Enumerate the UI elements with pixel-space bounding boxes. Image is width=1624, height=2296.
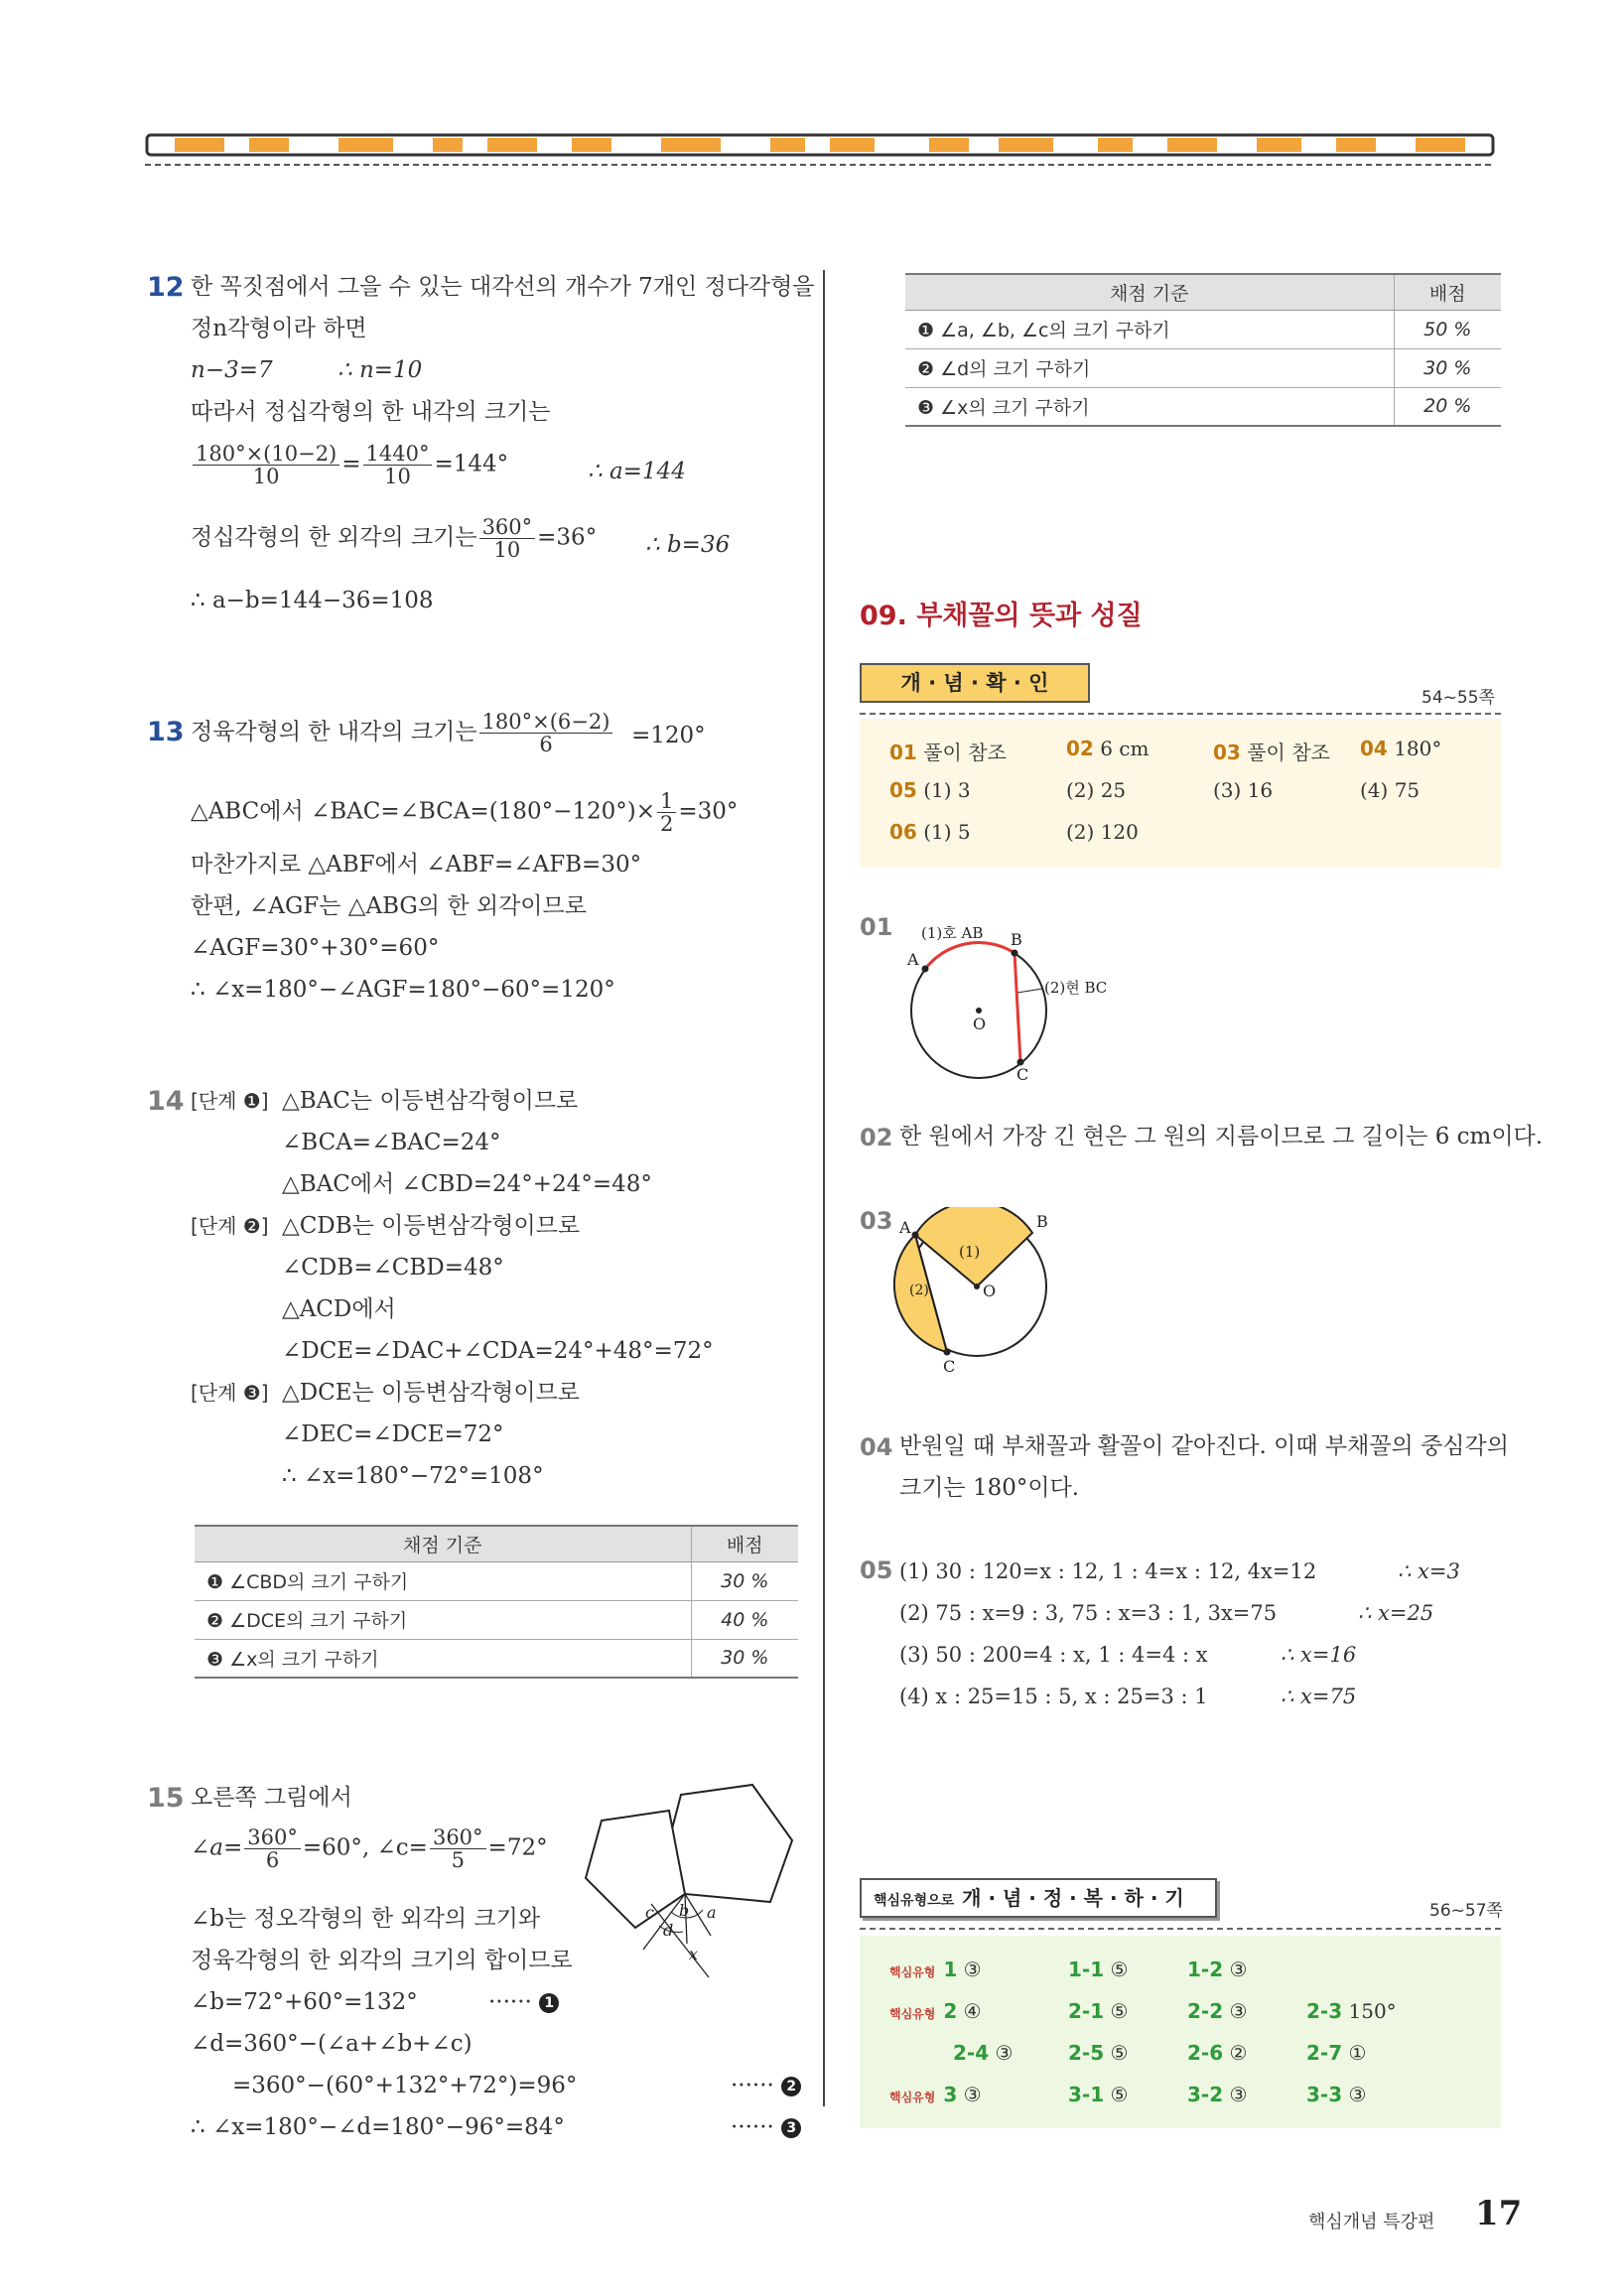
header-band bbox=[145, 131, 1495, 171]
p15-frac-a: $\frac{360^\circ}{6}$ bbox=[244, 1826, 301, 1871]
p15-line6: ∠d=360°−(∠a+∠b+∠c) bbox=[191, 2031, 473, 2057]
footer-book-title: 핵심개념 특강편 bbox=[1308, 2212, 1435, 2232]
q03-point-a: A bbox=[899, 1218, 911, 1237]
q05-row1-result: ∴ x=3 bbox=[1398, 1559, 1460, 1583]
p14-line1: △BAC는 이등변삼각형이므로 bbox=[282, 1088, 579, 1114]
problem-13-number: 13 bbox=[147, 717, 185, 747]
q03-point-c: C bbox=[943, 1357, 956, 1376]
q03-sector-label: (1) bbox=[959, 1243, 981, 1261]
q05-row4-result: ∴ x=75 bbox=[1281, 1685, 1357, 1708]
problem-15-number: 15 bbox=[147, 1783, 185, 1814]
section-09-title: 09. 부채꼴의 뜻과 성질 bbox=[860, 601, 1143, 631]
p12-therefore1: ∴ a=144 bbox=[588, 459, 686, 484]
q05-number: 05 bbox=[860, 1556, 893, 1584]
p15-line5: ∠b=72°+60°=132° bbox=[191, 1989, 418, 2015]
q03-segment-label: (2) bbox=[909, 1283, 929, 1298]
p12-line4: 따라서 정십각형의 한 내각의 크기는 bbox=[191, 399, 551, 425]
p14-line3: △BAC에서 ∠CBD=24°+24°=48° bbox=[282, 1171, 652, 1197]
answer-01: 01 풀이 참조 bbox=[889, 741, 1007, 764]
fig-label-d: d bbox=[663, 1921, 674, 1940]
problem-14-number: 14 bbox=[147, 1086, 185, 1117]
p15-line4: 정육각형의 한 외각의 크기의 합이므로 bbox=[191, 1948, 573, 1973]
answer-06-1: 06 (1) 5 bbox=[889, 820, 971, 844]
answer-04: 04 180° bbox=[1360, 737, 1442, 760]
p15-table-header-points: 배점 bbox=[1394, 274, 1501, 310]
p13-line6: ∴ ∠x=180°−∠AGF=180°−60°=120° bbox=[191, 977, 615, 1003]
q05-row3: (3) 50 : 200=4 : x, 1 : 4=4 : x bbox=[899, 1643, 1208, 1667]
q03-circle-figure bbox=[893, 1207, 1062, 1376]
p14-line7: ∠DCE=∠DAC+∠CDA=24°+48°=72° bbox=[282, 1338, 714, 1364]
p14-line9: ∠DEC=∠DCE=72° bbox=[282, 1421, 504, 1447]
p14-line2: ∠BCA=∠BAC=24° bbox=[282, 1130, 501, 1155]
review-row2-item3: 2-2 ③ bbox=[1187, 1999, 1248, 2023]
q02-number: 02 bbox=[860, 1124, 893, 1151]
p15-line3: ∠b는 정오각형의 한 외각의 크기와 bbox=[191, 1906, 541, 1932]
table-row: ❷ ∠d의 크기 구하기 30 % bbox=[905, 348, 1501, 387]
answer-05-4: (4) 75 bbox=[1360, 778, 1421, 802]
answer-06-2: (2) 120 bbox=[1066, 820, 1139, 844]
q03-number: 03 bbox=[860, 1207, 893, 1235]
p13-line2: △ABC에서 ∠BAC=∠BCA=(180°−120°)× $\frac{1}{2}$ =30° bbox=[191, 789, 739, 837]
p13-line4: 한편, ∠AGF는 △ABG의 한 외각이므로 bbox=[191, 893, 587, 919]
p15-dots3: ······ 3 bbox=[731, 2112, 801, 2142]
review-row3-item2: 2-5 ⑤ bbox=[1068, 2041, 1129, 2065]
p15-frac-c: $\frac{360^\circ}{5}$ bbox=[430, 1826, 486, 1871]
p13-line1-result: =120° bbox=[631, 723, 706, 748]
p12-line1: 한 꼭짓점에서 그을 수 있는 대각선의 개수가 7개인 정다각형을 bbox=[191, 274, 815, 300]
review-row3-item3: 2-6 ② bbox=[1187, 2041, 1248, 2065]
p15-line7: =360°−(60°+132°+72°)=96° bbox=[232, 2073, 578, 2098]
p15-dots2: ······ 2 bbox=[731, 2071, 801, 2100]
p13-half: $\frac{1}{2}$ bbox=[657, 790, 676, 835]
review-row1-item2: 1-1 ⑤ bbox=[1068, 1958, 1129, 1981]
answer-02: 02 6 cm bbox=[1066, 737, 1150, 760]
review-row3-item1: 2-4 ③ bbox=[953, 2041, 1014, 2065]
q01-arc-label: (1)호 AB bbox=[921, 924, 984, 942]
p13-line5: ∠AGF=30°+30°=60° bbox=[191, 935, 440, 961]
p12-frac2: $\frac{1440^\circ}{10}$ bbox=[363, 443, 433, 487]
fig-label-x: x bbox=[689, 1945, 699, 1963]
q01-circle-figure bbox=[897, 913, 1195, 1082]
review-ribbon: 핵심유형으로 개 · 념 · 정 · 복 · 하 · 기 bbox=[860, 1878, 1217, 1918]
p12-line6: 정십각형의 한 외각의 크기는 $\frac{360^\circ}{10}$ =36° bbox=[191, 515, 598, 563]
p14-line6: △ACD에서 bbox=[282, 1296, 396, 1322]
q01-point-a: A bbox=[907, 950, 919, 969]
fig-label-b: b bbox=[679, 1901, 690, 1920]
answer-03: 03 풀이 참조 bbox=[1213, 741, 1330, 764]
p12-frac1: $\frac{180^\circ\times(10-2)}{10}$ bbox=[193, 443, 339, 487]
table-row: ❸ ∠x의 크기 구하기 30 % bbox=[195, 1639, 798, 1678]
fig-label-c: c bbox=[645, 1903, 654, 1922]
q05-row1: (1) 30 : 120=x : 12, 1 : 4=x : 12, 4x=12 bbox=[899, 1559, 1317, 1583]
q05-row2: (2) 75 : x=9 : 3, 75 : x=3 : 1, 3x=75 bbox=[899, 1601, 1278, 1625]
review-page-range: 56~57쪽 bbox=[1429, 1901, 1503, 1921]
review-divider bbox=[860, 1928, 1501, 1930]
review-row3-item4: 2-7 ① bbox=[1306, 2041, 1367, 2065]
p14-scoring-table bbox=[195, 1525, 798, 1679]
p14-line4: △CDB는 이등변삼각형이므로 bbox=[282, 1213, 581, 1239]
review-row2-item4: 2-3 150° bbox=[1306, 1999, 1397, 2023]
review-row4-item2: 3-1 ⑤ bbox=[1068, 2083, 1129, 2106]
p14-line10: ∴ ∠x=180°−72°=108° bbox=[282, 1463, 544, 1489]
concept-check-divider bbox=[860, 713, 1501, 715]
q02-text: 한 원에서 가장 긴 현은 그 원의 지름이므로 그 길이는 6 cm이다. bbox=[899, 1124, 1544, 1149]
p12-line7: ∴ a−b=144−36=108 bbox=[191, 588, 434, 613]
p14-step1: [단계 ❶] bbox=[191, 1089, 269, 1113]
q03-point-o: O bbox=[983, 1282, 997, 1300]
table-row: ❶ ∠CBD의 크기 구하기 30 % bbox=[195, 1561, 798, 1600]
fig-label-a: a bbox=[707, 1903, 717, 1922]
page-number: 17 bbox=[1475, 2194, 1523, 2233]
p15-line8: ∴ ∠x=180°−∠d=180°−96°=84° bbox=[191, 2114, 565, 2140]
q03-point-b: B bbox=[1036, 1212, 1048, 1231]
q01-chord-label: (2)현 BC bbox=[1044, 979, 1108, 997]
p14-step3: [단계 ❸] bbox=[191, 1381, 269, 1405]
q04-number: 04 bbox=[860, 1433, 893, 1461]
p14-step2: [단계 ❷] bbox=[191, 1214, 269, 1238]
p12-frac3: $\frac{360^\circ}{10}$ bbox=[479, 516, 536, 561]
review-row1-item3: 1-2 ③ bbox=[1187, 1958, 1248, 1981]
review-row2-item2: 2-1 ⑤ bbox=[1068, 1999, 1129, 2023]
answer-05-3: (3) 16 bbox=[1213, 778, 1274, 802]
table-row: ❷ ∠DCE의 크기 구하기 40 % bbox=[195, 1600, 798, 1639]
answer-05-1: 05 (1) 3 bbox=[889, 778, 971, 802]
q01-number: 01 bbox=[860, 913, 893, 941]
answer-05-2: (2) 25 bbox=[1066, 778, 1127, 802]
table-row: ❸ ∠x의 크기 구하기 20 % bbox=[905, 387, 1501, 426]
review-row4-item4: 3-3 ③ bbox=[1306, 2083, 1367, 2106]
p14-table-header-points: 배점 bbox=[691, 1526, 798, 1561]
p15-scoring-table bbox=[905, 273, 1501, 427]
p12-therefore2: ∴ b=36 bbox=[645, 532, 731, 558]
p12-line5: $\frac{180^\circ\times(10-2)}{10}$ = $\frac{1440^\circ}{10}$ =144° bbox=[191, 443, 508, 487]
p13-line1: 정육각형의 한 내각의 크기는 $\frac{180^\circ\times(6-2)}{6}$ bbox=[191, 711, 614, 755]
q01-point-b: B bbox=[1011, 930, 1022, 949]
p15-line2: ∠a= $\frac{360^\circ}{6}$ =60°, ∠c= $\frac{360^\circ}{5}$ =72° bbox=[191, 1825, 548, 1873]
review-row4-item3: 3-2 ③ bbox=[1187, 2083, 1248, 2106]
q05-row2-result: ∴ x=25 bbox=[1358, 1601, 1434, 1625]
p12-line3b: ∴ n=10 bbox=[338, 357, 423, 383]
column-divider bbox=[823, 270, 825, 2106]
concept-check-page-range: 54~55쪽 bbox=[1421, 688, 1495, 708]
q04-line1: 반원일 때 부채꼴과 활꼴이 같아진다. 이때 부채꼴의 중심각의 bbox=[899, 1433, 1509, 1459]
p13-line3: 마찬가지로 △ABF에서 ∠ABF=∠AFB=30° bbox=[191, 852, 642, 878]
p15-polygon-figure bbox=[582, 1775, 804, 1987]
step-1-badge: 1 bbox=[539, 1993, 559, 2013]
p14-line5: ∠CDB=∠CBD=48° bbox=[282, 1255, 504, 1281]
table-row: ❶ ∠a, ∠b, ∠c의 크기 구하기 50 % bbox=[905, 310, 1501, 348]
p15-table-header-criteria: 채점 기준 bbox=[905, 274, 1394, 310]
q05-row3-result: ∴ x=16 bbox=[1281, 1643, 1357, 1667]
review-row4-item1: 핵심유형 3 ③ bbox=[889, 2083, 982, 2106]
p12-line3a: n−3=7 bbox=[191, 357, 273, 383]
problem-12-number: 12 bbox=[147, 272, 185, 303]
p13-frac: $\frac{180^\circ\times(6-2)}{6}$ bbox=[479, 711, 613, 755]
p14-line8: △DCE는 이등변삼각형이므로 bbox=[282, 1380, 581, 1406]
p14-table-header-criteria: 채점 기준 bbox=[195, 1526, 691, 1561]
q05-row4: (4) x : 25=15 : 5, x : 25=3 : 1 bbox=[899, 1685, 1208, 1708]
p15-dots1: ······ 1 bbox=[488, 1987, 559, 2017]
step-3-badge: 3 bbox=[781, 2118, 801, 2138]
step-2-badge: 2 bbox=[781, 2077, 801, 2096]
review-row2-item1: 핵심유형 2 ④ bbox=[889, 1999, 982, 2023]
p15-line1: 오른쪽 그림에서 bbox=[191, 1785, 352, 1811]
q01-point-c: C bbox=[1016, 1065, 1029, 1082]
q01-point-o: O bbox=[973, 1014, 987, 1033]
review-row1-item1: 핵심유형 1 ③ bbox=[889, 1958, 982, 1981]
concept-check-ribbon: 개 · 념 · 확 · 인 bbox=[860, 663, 1090, 703]
p12-line2: 정n각형이라 하면 bbox=[191, 316, 367, 341]
q04-line2: 크기는 180°이다. bbox=[899, 1475, 1080, 1501]
